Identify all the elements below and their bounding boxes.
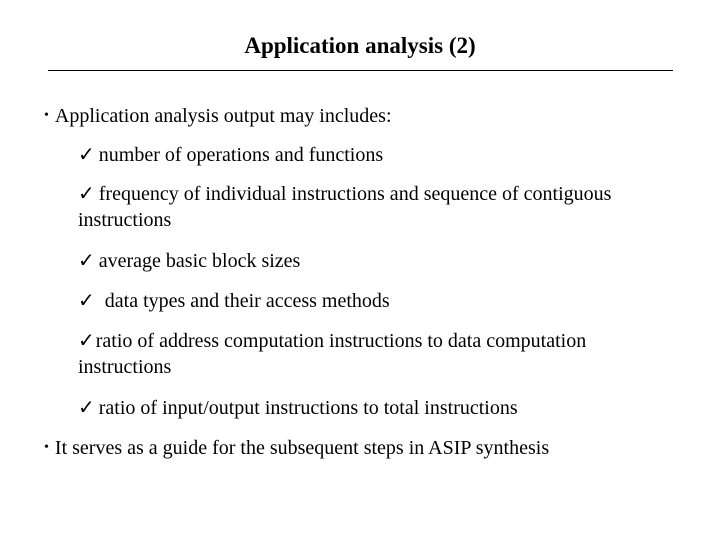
title-divider (48, 70, 673, 71)
bullet-item (44, 102, 392, 133)
checklist-item-text: ratio of address computation instructions to data computation (95, 330, 587, 352)
checklist-item-continuation: instructions (78, 356, 172, 378)
checkmark-icon: ✓ (78, 330, 95, 352)
checklist-item (78, 181, 688, 233)
checklist-item (78, 248, 688, 274)
bullet-dot-icon: • (44, 108, 49, 123)
checklist-item (78, 395, 688, 421)
checklist-item (78, 142, 688, 168)
checklist-item-continuation: instructions (78, 209, 172, 231)
checklist-item-text: ratio of input/output instructions to total instructions (98, 397, 518, 419)
slide-title: Application analysis (2) (244, 33, 476, 58)
checklist-item (78, 328, 688, 380)
checkmark-icon: ✓ (78, 183, 95, 205)
checklist-item-text: average basic block sizes (98, 250, 301, 272)
checklist-item-text: number of operations and functions (98, 144, 384, 166)
bullet-text: It serves as a guide for the subsequent steps in ASIP synthesis (54, 437, 550, 459)
checklist-item-line (78, 328, 688, 354)
checkmark-icon: ✓ (78, 397, 95, 419)
checklist-item-line (78, 181, 688, 207)
bullet-item (44, 434, 549, 465)
checkmark-icon: ✓ (78, 290, 95, 312)
checklist-item-text: data types and their access methods (104, 290, 390, 312)
checklist-item (78, 288, 688, 314)
checkmark-icon: ✓ (78, 250, 95, 272)
bullet-dot-icon: • (44, 440, 49, 455)
bullet-text: Application analysis output may includes: (54, 105, 392, 127)
checkmark-icon: ✓ (78, 144, 95, 166)
checklist-item-text: frequency of individual instructions and sequence of contiguous (98, 183, 612, 205)
